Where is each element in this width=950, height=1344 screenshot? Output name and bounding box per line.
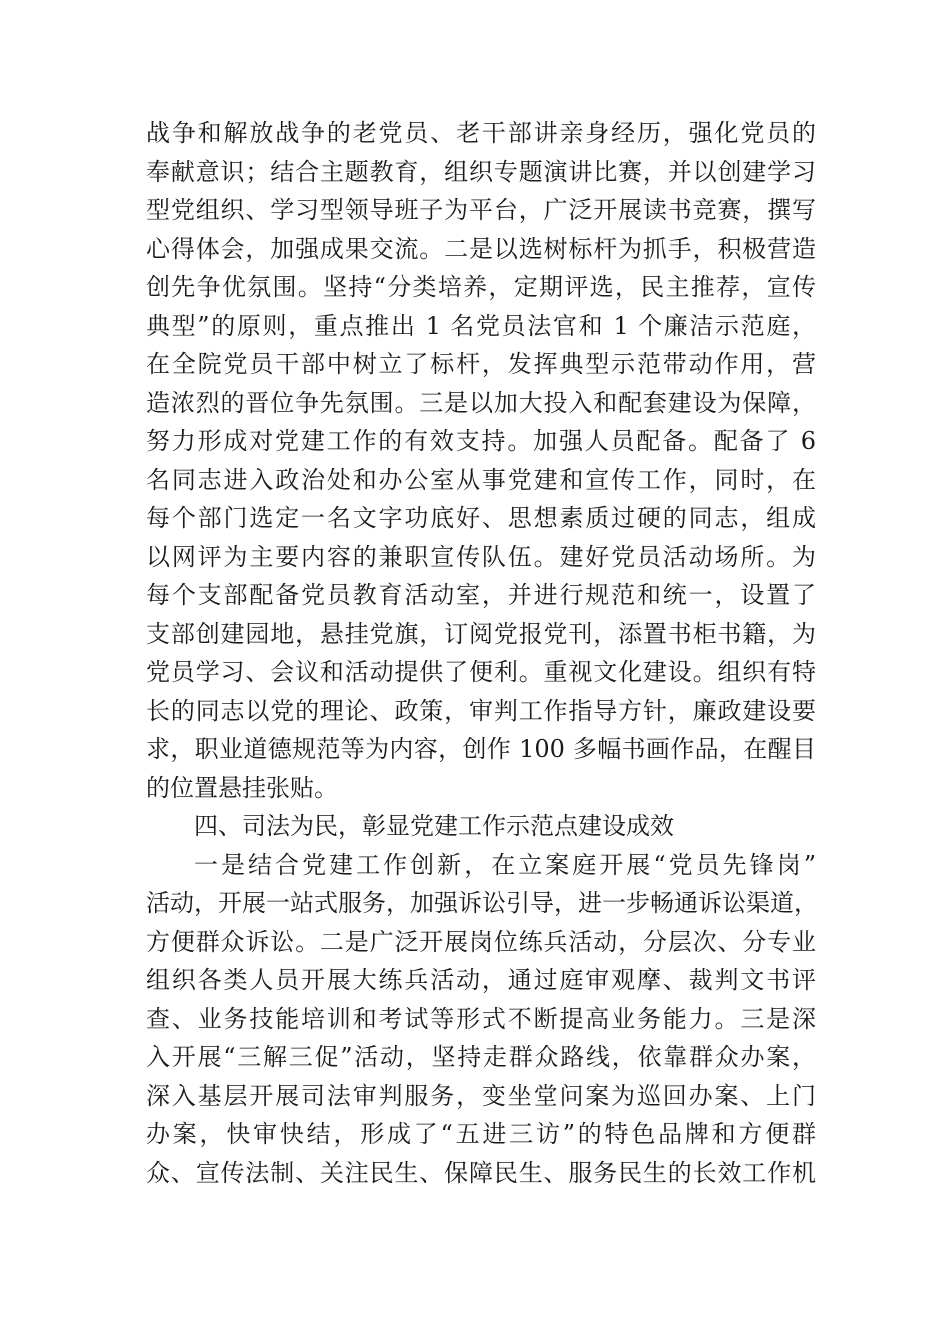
text-line: 深入基层开展司法审判服务，变坐堂问案为巡回办案、上门	[146, 1081, 816, 1110]
text-line: 型党组织、学习型领导班子为平台，广泛开展读书竞赛，撰写	[146, 196, 816, 224]
text-line: 方便群众诉讼。二是广泛开展岗位练兵活动，分层次、分专业	[146, 927, 816, 956]
text-line: 求，职业道德规范等为内容，创作 100 多幅书画作品，在醒目	[146, 735, 816, 763]
text-line: 查、业务技能培训和考试等形式不断提高业务能力。三是深	[146, 1004, 816, 1033]
text-line: 名同志进入政治处和办公室从事党建和宣传工作，同时，在	[146, 465, 816, 494]
text-line: 奉献意识；结合主题教育，组织专题演讲比赛，并以创建学习	[146, 157, 816, 186]
text-line: 努力形成对党建工作的有效支持。加强人员配备。配备了 6	[146, 427, 816, 455]
text-line: 一是结合党建工作创新，在立案庭开展“党员先锋岗”	[194, 850, 816, 879]
text-line: 心得体会，加强成果交流。二是以选树标杆为抓手，积极营造	[146, 234, 816, 263]
text-line: 长的同志以党的理论、政策，审判工作指导方针，廉政建设要	[146, 696, 816, 725]
text-line: 典型”的原则，重点推出 1 名党员法官和 1 个廉洁示范庭，	[146, 311, 816, 340]
text-line: 办案，快审快结，形成了“五进三访”的特色品牌和方便群	[146, 1120, 816, 1148]
text-line: 战争和解放战争的老党员、老干部讲亲身经历，强化党员的	[146, 119, 816, 147]
document-body	[146, 114, 816, 1192]
text-line: 入开展“三解三促”活动，坚持走群众路线，依靠群众办案，	[146, 1043, 816, 1071]
text-line: 造浓烈的晋位争先氛围。三是以加大投入和配套建设为保障，	[146, 388, 816, 417]
text-line: 每个部门选定一名文字功底好、思想素质过硬的同志，组成	[146, 504, 816, 532]
text-line: 创先争优氛围。坚持“分类培养，定期评选，民主推荐，宣传	[146, 273, 816, 301]
text-line: 在全院党员干部中树立了标杆，发挥典型示范带动作用，营	[146, 350, 816, 378]
text-line: 每个支部配备党员教育活动室，并进行规范和统一，设置了	[146, 581, 816, 609]
text-line: 支部创建园地，悬挂党旗，订阅党报党刊，添置书柜书籍，为	[146, 619, 816, 648]
text-line: 党员学习、会议和活动提供了便利。重视文化建设。组织有特	[146, 658, 816, 686]
section-heading: 四、司法为民，彰显党建工作示范点建设成效	[194, 812, 674, 840]
text-line: 众、宣传法制、关注民生、保障民生、服务民生的长效工作机	[146, 1158, 816, 1187]
text-line: 活动，开展一站式服务，加强诉讼引导，进一步畅通诉讼渠道，	[146, 889, 818, 917]
text-line: 以网评为主要内容的兼职宣传队伍。建好党员活动场所。为	[146, 542, 816, 571]
text-line: 的位置悬挂张贴。	[146, 773, 338, 802]
text-line: 组织各类人员开展大练兵活动，通过庭审观摩、裁判文书评	[146, 966, 816, 994]
